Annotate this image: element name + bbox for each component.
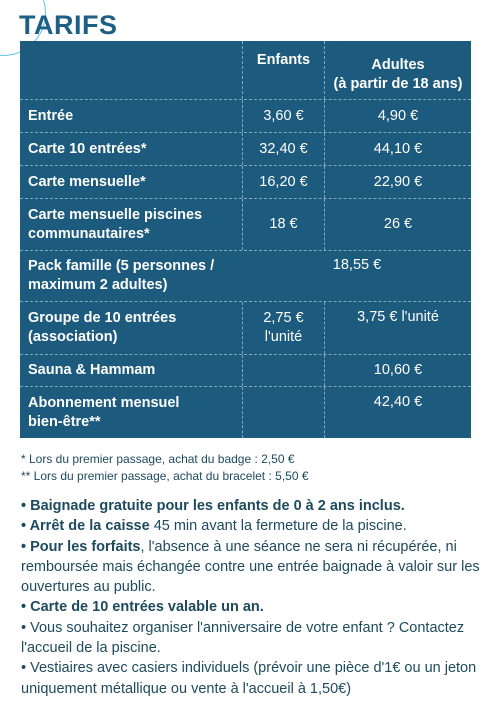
tarifs-table [20, 41, 471, 438]
row-label: Entrée [20, 100, 243, 132]
row-adultes: 26 € [383, 216, 413, 232]
table-row [20, 387, 471, 438]
row-label: Carte mensuelle* [20, 166, 243, 198]
row-enfants-line1: 2,75 € [263, 310, 304, 326]
row-enfants-line2: l'unité [264, 329, 303, 345]
row-label [20, 251, 243, 301]
table-row [20, 133, 471, 166]
row-adultes: 3,75 € l'unité [357, 309, 439, 325]
table-row [20, 302, 471, 355]
table-header-row [20, 41, 471, 100]
bullet-bold-text: • Baignade gratuite pour les enfants de 0 à 2 ans inclus. [21, 498, 405, 514]
row-label-line1: Pack famille (5 personnes / [28, 258, 215, 274]
bullet-bold-text: • Carte de 10 entrées valable un an. [21, 599, 264, 616]
header-adultes [325, 41, 471, 99]
row-label [20, 302, 243, 354]
row-enfants [243, 302, 325, 354]
footnote-bracelet: ** Lors du premier passage, achat du bracelet : 5,50 € [21, 469, 309, 483]
row-adultes: 10,60 € [373, 362, 423, 378]
bullet-text: 45 min avant la fermeture de la piscine. [149, 518, 407, 535]
row-enfants: 3,60 € [243, 100, 325, 132]
row-label: Carte 10 entrées* [20, 133, 243, 165]
bullet-baignade-gratuite [21, 496, 481, 516]
bullet-forfaits [21, 537, 481, 598]
row-enfants: 32,40 € [243, 133, 325, 165]
bullet-carte-validite [21, 597, 481, 617]
row-adultes: 42,40 € [373, 394, 423, 410]
row-label-line1: Carte mensuelle piscines [28, 206, 203, 223]
bullet-anniversaire: • Vous souhaitez organiser l'anniversaire de votre enfant ? Contactez l'accueil de la piscine. [21, 619, 465, 657]
table-row [20, 355, 471, 387]
row-adultes: 22,90 € [373, 173, 423, 190]
row-label-line1: Groupe de 10 entrées [28, 310, 177, 326]
page-title: TARIFS [19, 10, 118, 40]
footnotes [21, 451, 309, 485]
footnote-badge: * Lors du premier passage, achat du badge : 2,50 € [21, 452, 295, 466]
bullet-text: , l'absence à une séance ne sera ni récupérée, ni remboursée mais échangée contre une entrée baignade à valoir sur les ouvertures au public. [21, 538, 480, 596]
bullet-arret-caisse [21, 516, 481, 536]
row-merged-value: 18,55 € [332, 257, 382, 273]
row-label-line1: Abonnement mensuel [28, 394, 180, 411]
row-label-line2: maximum 2 adultes) [28, 277, 168, 293]
header-enfants: Enfants [243, 41, 325, 99]
row-label-line2: bien-être** [28, 413, 101, 430]
bullet-vestiaires: • Vestiaires avec casiers individuels (prévoir une pièce d'1€ ou un jeton uniquement métallique ou vente à l'accueil à 1,50€) [21, 660, 477, 697]
table-row [20, 199, 471, 251]
header-empty-cell [20, 41, 243, 99]
header-adultes-line2: (à partir de 18 ans) [333, 76, 463, 92]
table-row [20, 100, 471, 133]
row-enfants [243, 387, 325, 438]
row-enfants [243, 355, 325, 386]
row-label-line2: (association) [28, 329, 118, 345]
info-bullets [21, 496, 481, 699]
row-enfants: 18 € [243, 199, 325, 250]
table-row [20, 166, 471, 199]
row-label [20, 199, 243, 250]
header-adultes-line1: Adultes [371, 57, 425, 73]
row-label-line2: communautaires* [28, 225, 150, 242]
row-adultes: 4,90 € [377, 107, 419, 124]
row-label: Sauna & Hammam [20, 355, 243, 386]
bullet-bold-text: • Arrêt de la caisse [21, 518, 150, 535]
bullet-bold-text: • Pour les forfaits [21, 538, 141, 555]
table-row [20, 251, 471, 302]
row-label [20, 387, 243, 438]
row-enfants: 16,20 € [243, 166, 325, 198]
row-adultes: 44,10 € [373, 140, 423, 157]
